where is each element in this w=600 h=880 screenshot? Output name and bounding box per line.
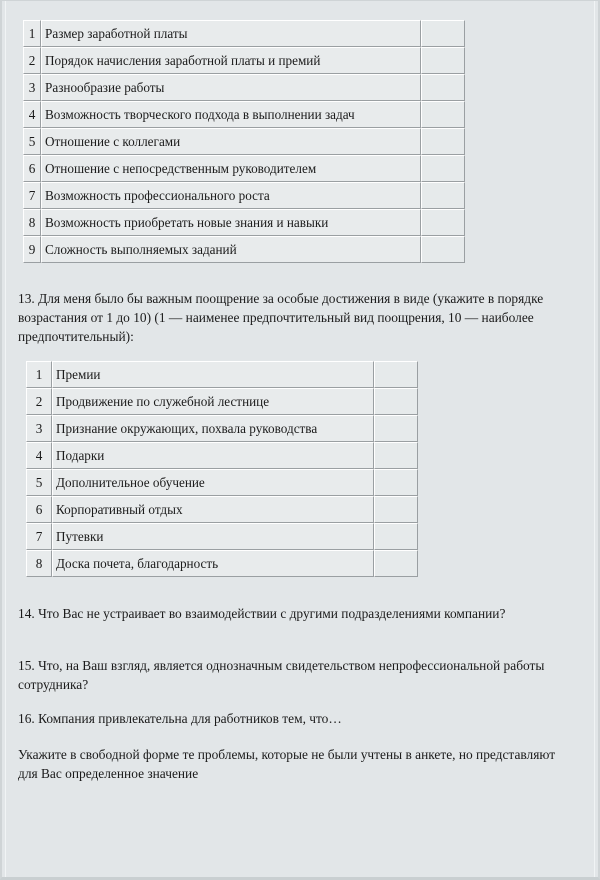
row-label: Доска почета, благодарность bbox=[52, 550, 374, 577]
row-label: Возможность профессионального роста bbox=[41, 182, 421, 209]
table-row bbox=[23, 47, 465, 74]
answer-cell[interactable] bbox=[374, 388, 418, 415]
satisfaction-factors-table bbox=[23, 20, 465, 263]
answer-cell[interactable] bbox=[374, 523, 418, 550]
question-15-text: 15. Что, на Ваш взгляд, является однозначным свидетельством непрофессиональной работы сотрудника? bbox=[18, 658, 545, 692]
row-number: 7 bbox=[23, 182, 41, 209]
row-label: Подарки bbox=[52, 442, 374, 469]
table-row bbox=[23, 101, 465, 128]
row-number: 1 bbox=[26, 361, 52, 388]
row-label: Разнообразие работы bbox=[41, 74, 421, 101]
row-number: 8 bbox=[26, 550, 52, 577]
table-row bbox=[26, 469, 418, 496]
table-row bbox=[23, 209, 465, 236]
row-number: 5 bbox=[26, 469, 52, 496]
table-row bbox=[26, 415, 418, 442]
incentives-ranking-table bbox=[26, 361, 418, 577]
row-number: 2 bbox=[26, 388, 52, 415]
row-label: Дополнительное обучение bbox=[52, 469, 374, 496]
row-number: 8 bbox=[23, 209, 41, 236]
answer-cell[interactable] bbox=[421, 47, 465, 74]
answer-cell[interactable] bbox=[374, 361, 418, 388]
satisfaction-table-body bbox=[23, 20, 465, 263]
table-row bbox=[23, 182, 465, 209]
row-label: Продвижение по служебной лестнице bbox=[52, 388, 374, 415]
row-label: Признание окружающих, похвала руководства bbox=[52, 415, 374, 442]
answer-cell[interactable] bbox=[374, 469, 418, 496]
answer-cell[interactable] bbox=[421, 101, 465, 128]
table-row bbox=[26, 496, 418, 523]
row-number: 4 bbox=[26, 442, 52, 469]
answer-cell[interactable] bbox=[374, 550, 418, 577]
row-number: 4 bbox=[23, 101, 41, 128]
answer-cell[interactable] bbox=[421, 209, 465, 236]
row-label: Возможность творческого подхода в выполнении задач bbox=[41, 101, 421, 128]
table-row bbox=[26, 442, 418, 469]
row-label: Отношение с коллегами bbox=[41, 128, 421, 155]
row-number: 6 bbox=[26, 496, 52, 523]
row-label: Отношение с непосредственным руководителем bbox=[41, 155, 421, 182]
row-number: 7 bbox=[26, 523, 52, 550]
answer-cell[interactable] bbox=[374, 415, 418, 442]
answer-cell[interactable] bbox=[421, 182, 465, 209]
answer-cell[interactable] bbox=[421, 155, 465, 182]
table-row bbox=[26, 550, 418, 577]
row-label: Порядок начисления заработной платы и премий bbox=[41, 47, 421, 74]
row-number: 5 bbox=[23, 128, 41, 155]
row-number: 2 bbox=[23, 47, 41, 74]
row-number: 9 bbox=[23, 236, 41, 263]
row-number: 3 bbox=[26, 415, 52, 442]
table-row bbox=[23, 20, 465, 47]
row-label: Премии bbox=[52, 361, 374, 388]
row-label: Возможность приобретать новые знания и навыки bbox=[41, 209, 421, 236]
row-label: Корпоративный отдых bbox=[52, 496, 374, 523]
free-form-note-text: Укажите в свободной форме те проблемы, которые не были учтены в анкете, но представляют для Вас определенное значение bbox=[18, 747, 556, 781]
table-row bbox=[26, 361, 418, 388]
question-13-text: 13. Для меня было бы важным поощрение за особые достижения в виде (укажите в порядке возрастания от 1 до 10) (1 — наименее предпочтительный вид поощрения, 10 — наиболее предпочтительный): bbox=[18, 291, 544, 344]
row-label: Сложность выполняемых заданий bbox=[41, 236, 421, 263]
incentives-table-body bbox=[26, 361, 418, 577]
question-16-text: 16. Компания привлекательна для работников тем, что… bbox=[18, 711, 342, 726]
answer-cell[interactable] bbox=[421, 20, 465, 47]
answer-cell[interactable] bbox=[374, 496, 418, 523]
table-row bbox=[23, 236, 465, 263]
row-number: 6 bbox=[23, 155, 41, 182]
answer-cell[interactable] bbox=[374, 442, 418, 469]
question-14-text: 14. Что Вас не устраивает во взаимодействии с другими подразделениями компании? bbox=[18, 606, 506, 621]
row-label: Размер заработной платы bbox=[41, 20, 421, 47]
table-row bbox=[23, 128, 465, 155]
answer-cell[interactable] bbox=[421, 74, 465, 101]
answer-cell[interactable] bbox=[421, 128, 465, 155]
table-row bbox=[23, 74, 465, 101]
answer-cell[interactable] bbox=[421, 236, 465, 263]
row-number: 1 bbox=[23, 20, 41, 47]
row-number: 3 bbox=[23, 74, 41, 101]
table-row bbox=[26, 388, 418, 415]
table-row bbox=[26, 523, 418, 550]
table-row bbox=[23, 155, 465, 182]
row-label: Путевки bbox=[52, 523, 374, 550]
